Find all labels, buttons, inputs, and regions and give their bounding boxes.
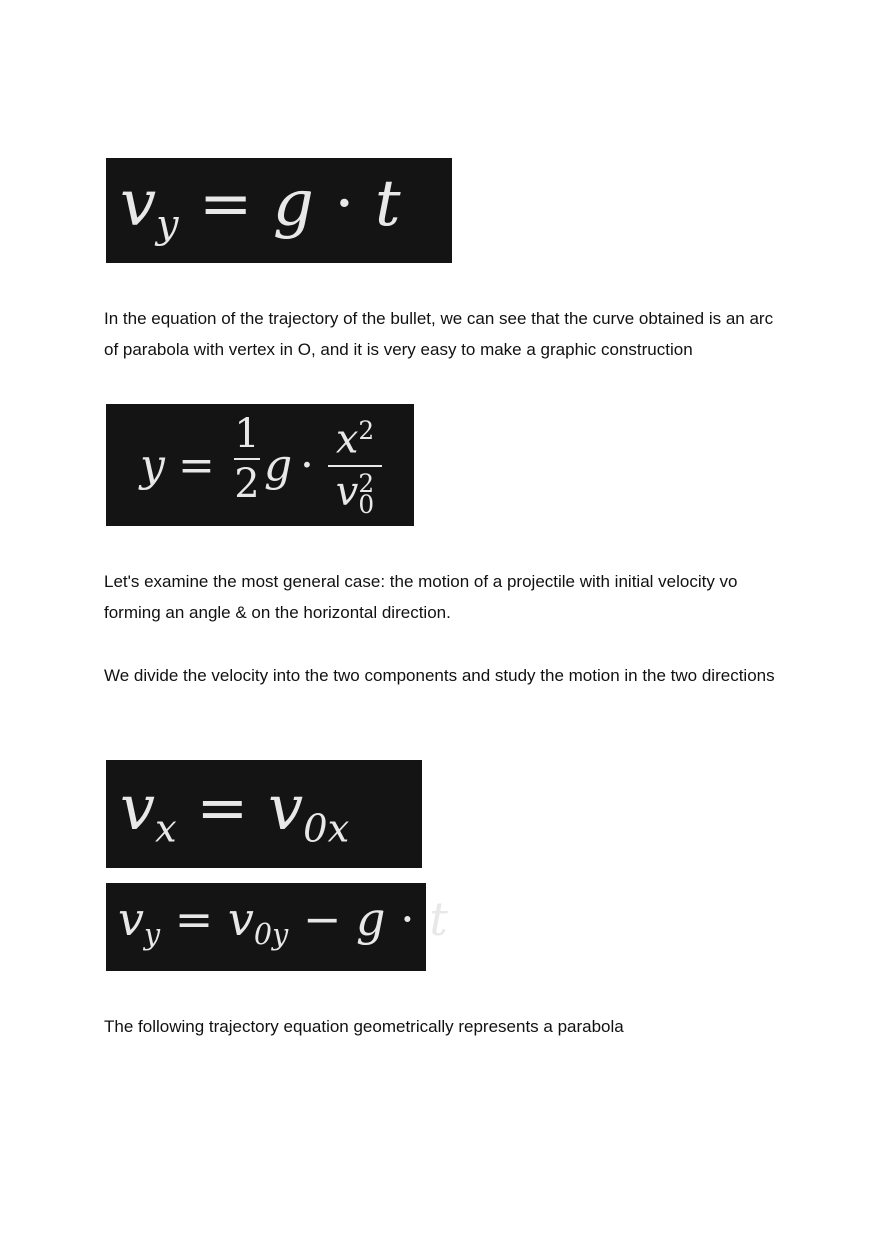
eq1-t: t	[374, 167, 401, 241]
equation-horizontal-velocity	[120, 768, 349, 869]
eq2-half-numerator: 1	[234, 411, 260, 457]
eq2-x-exponent: 2	[358, 416, 375, 445]
eq1-g: g	[272, 167, 314, 241]
eq2-dot: ·	[300, 440, 314, 491]
paragraph-trajectory-parabola: In the equation of the trajectory of the bullet, we can see that the curve obtained is an arc of parabola with vertex in O, and it is very easy to make a graphic construction	[104, 309, 774, 359]
eq2-v-denominator	[328, 467, 382, 517]
equation-vertical-velocity	[120, 164, 401, 265]
eq1-dot: ·	[334, 167, 355, 241]
eq2-half-fraction	[234, 410, 260, 508]
equation-vertical-velocity-image	[106, 158, 452, 263]
eq4-minus: −	[302, 892, 342, 946]
eq4-dot: ·	[400, 892, 415, 946]
eq3-v: v	[120, 771, 156, 844]
eq2-x-numerator	[328, 406, 382, 465]
eq4-v: v	[118, 892, 144, 946]
eq4-t: t	[429, 892, 448, 946]
eq2-v-subscript: 0	[358, 489, 375, 519]
equation-horizontal-velocity-image	[106, 760, 422, 868]
eq3-v0-subscript: 0x	[303, 806, 350, 852]
equation-vertical-velocity-general	[118, 887, 448, 967]
eq2-y: y	[140, 440, 165, 491]
eq2-v: v	[335, 468, 359, 515]
paragraph-divide-velocity: We divide the velocity into the two components and study the motion in the two directions	[104, 666, 775, 685]
eq2-equals: =	[178, 440, 215, 491]
eq4-v0-subscript: 0y	[253, 918, 289, 952]
eq2-x-over-v-fraction	[328, 406, 382, 517]
eq2-v-exponent: 2	[358, 468, 375, 498]
eq4-v0: v	[227, 892, 254, 946]
eq4-v-subscript: y	[144, 918, 161, 952]
eq2-g: g	[264, 440, 293, 491]
equation-vertical-velocity-general-image	[106, 883, 448, 971]
eq2-v-scripts	[358, 468, 375, 519]
eq3-equals: =	[196, 771, 249, 844]
equation-trajectory-image	[106, 404, 414, 526]
eq3-v-subscript: x	[155, 806, 177, 852]
eq1-equals: =	[198, 167, 253, 241]
eq2-half-denominator: 2	[234, 461, 260, 507]
eq1-v: v	[120, 167, 157, 241]
eq4-equals: =	[174, 892, 214, 946]
eq4-g: g	[355, 892, 386, 946]
paragraph-general-case: Let's examine the most general case: the motion of a projectile with initial velocity vo forming an angle & on the horizontal direction.	[104, 572, 738, 622]
paragraph-trajectory-equation: The following trajectory equation geometrically represents a parabola	[104, 1017, 624, 1036]
eq2-x: x	[335, 416, 359, 463]
eq1-v-subscript: y	[156, 201, 179, 248]
eq3-v0: v	[268, 771, 304, 844]
